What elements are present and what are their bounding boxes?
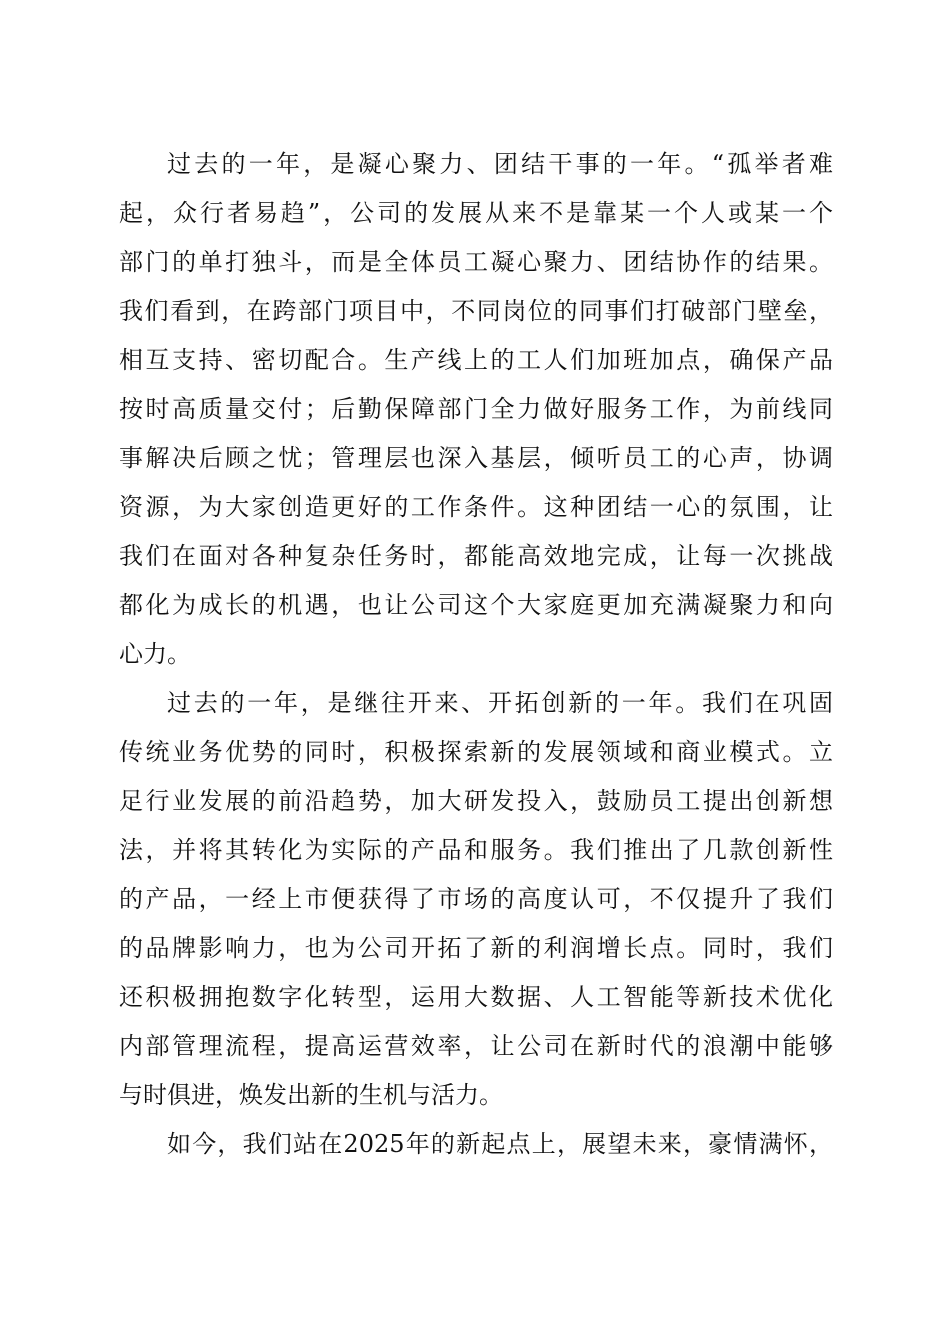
text-line: 我们在面对各种复杂任务时，都能高效地完成，让每一次挑战: [119, 542, 833, 570]
text-line: 的品牌影响力，也为公司开拓了新的利润增长点。同时，我们: [119, 934, 833, 962]
text-line: 心力。: [119, 640, 191, 668]
text-line: 过去的一年，是凝心聚力、团结干事的一年。“孤举者难: [167, 150, 833, 178]
paragraph-innovation: [119, 679, 833, 1120]
text-line: 都化为成长的机遇，也让公司这个大家庭更加充满凝聚力和向: [119, 591, 833, 619]
text-line: 还积极拥抱数字化转型，运用大数据、人工智能等新技术优化: [119, 983, 833, 1011]
text-line: 足行业发展的前沿趋势，加大研发投入，鼓励员工提出创新想: [119, 787, 833, 815]
text-line: 事解决后顾之忧；管理层也深入基层，倾听员工的心声，协调: [119, 444, 833, 472]
document-body: [119, 140, 833, 1169]
text-line: 法，并将其转化为实际的产品和服务。我们推出了几款创新性: [119, 836, 833, 864]
text-line: 按时高质量交付；后勤保障部门全力做好服务工作，为前线同: [119, 395, 833, 423]
text-line: 的产品，一经上市便获得了市场的高度认可，不仅提升了我们: [119, 885, 833, 913]
text-line: 如今，我们站在2025年的新起点上，展望未来，豪情满怀，: [167, 1130, 833, 1158]
text-line: 资源，为大家创造更好的工作条件。这种团结一心的氛围，让: [119, 493, 833, 521]
text-line: 传统业务优势的同时，积极探索新的发展领域和商业模式。立: [119, 738, 833, 766]
paragraph-outlook: [119, 1120, 833, 1169]
text-line: 内部管理流程，提高运营效率，让公司在新时代的浪潮中能够: [119, 1032, 833, 1060]
text-line: 我们看到，在跨部门项目中，不同岗位的同事们打破部门壁垒，: [119, 297, 833, 325]
text-line: 过去的一年，是继往开来、开拓创新的一年。我们在巩固: [167, 689, 833, 717]
text-line: 相互支持、密切配合。生产线上的工人们加班加点，确保产品: [119, 346, 833, 374]
text-line: 部门的单打独斗，而是全体员工凝心聚力、团结协作的结果。: [119, 248, 833, 276]
text-line: 与时俱进，焕发出新的生机与活力。: [119, 1081, 503, 1109]
text-line: 起，众行者易趋”，公司的发展从来不是靠某一个人或某一个: [119, 199, 833, 227]
paragraph-unity: [119, 140, 833, 679]
